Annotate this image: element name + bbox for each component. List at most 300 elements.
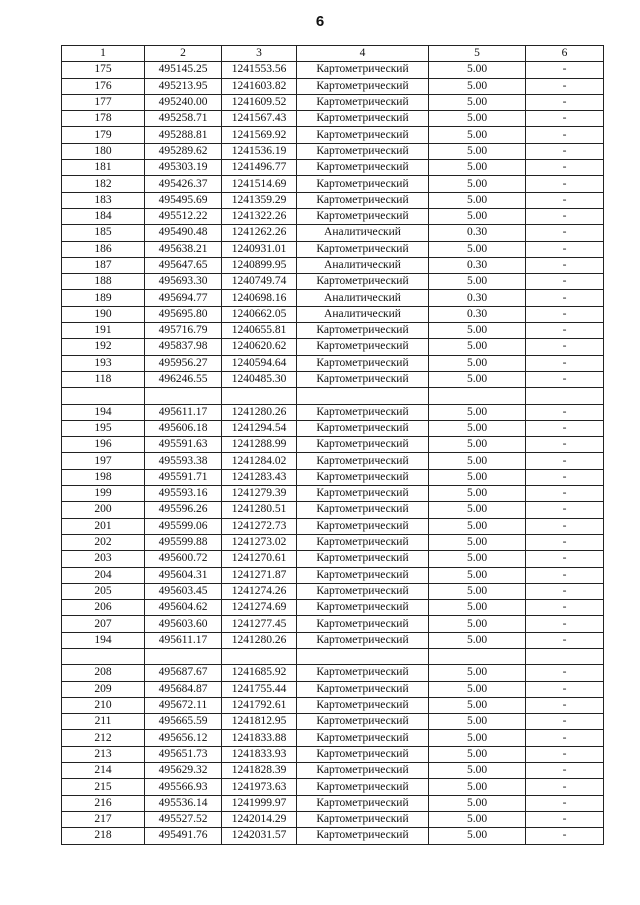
y-coordinate-cell: 1241274.26 <box>222 583 297 599</box>
point-number-cell <box>62 648 145 664</box>
accuracy-cell: 5.00 <box>429 176 526 192</box>
x-coordinate-cell: 495716.79 <box>145 323 222 339</box>
note-cell: - <box>526 437 604 453</box>
y-coordinate-cell: 1241569.92 <box>222 127 297 143</box>
accuracy-cell: 5.00 <box>429 323 526 339</box>
point-number-cell: 188 <box>62 274 145 290</box>
point-number-cell: 202 <box>62 534 145 550</box>
table-row-separator <box>62 648 604 664</box>
method-cell: Картометрический <box>297 469 429 485</box>
method-cell: Картометрический <box>297 730 429 746</box>
note-cell: - <box>526 420 604 436</box>
point-number-cell: 214 <box>62 763 145 779</box>
x-coordinate-cell: 495596.26 <box>145 502 222 518</box>
accuracy-cell: 5.00 <box>429 567 526 583</box>
point-number-cell: 217 <box>62 811 145 827</box>
header-row <box>62 46 604 62</box>
accuracy-cell: 5.00 <box>429 518 526 534</box>
method-cell: Картометрический <box>297 714 429 730</box>
x-coordinate-cell: 495604.31 <box>145 567 222 583</box>
table-row <box>62 371 604 387</box>
y-coordinate-cell: 1241280.26 <box>222 632 297 648</box>
note-cell: - <box>526 616 604 632</box>
note-cell: - <box>526 355 604 371</box>
note-cell: - <box>526 583 604 599</box>
y-coordinate-cell: 1241833.93 <box>222 746 297 762</box>
x-coordinate-cell: 495647.65 <box>145 257 222 273</box>
table-row <box>62 160 604 176</box>
point-number-cell: 200 <box>62 502 145 518</box>
page-number: 6 <box>315 13 325 30</box>
point-number-cell: 176 <box>62 78 145 94</box>
table-row <box>62 290 604 306</box>
accuracy-cell: 5.00 <box>429 600 526 616</box>
note-cell: - <box>526 241 604 257</box>
note-cell: - <box>526 763 604 779</box>
y-coordinate-cell: 1241288.99 <box>222 437 297 453</box>
x-coordinate-cell: 495512.22 <box>145 208 222 224</box>
y-coordinate-cell: 1241828.39 <box>222 763 297 779</box>
note-cell: - <box>526 534 604 550</box>
y-coordinate-cell: 1240931.01 <box>222 241 297 257</box>
point-number-cell: 192 <box>62 339 145 355</box>
table-row <box>62 763 604 779</box>
x-coordinate-cell: 495600.72 <box>145 551 222 567</box>
point-number-cell: 205 <box>62 583 145 599</box>
method-cell: Картометрический <box>297 127 429 143</box>
x-coordinate-cell: 495593.16 <box>145 486 222 502</box>
note-cell: - <box>526 290 604 306</box>
note-cell: - <box>526 160 604 176</box>
method-cell: Картометрический <box>297 567 429 583</box>
y-coordinate-cell: 1241273.02 <box>222 534 297 550</box>
accuracy-cell: 5.00 <box>429 714 526 730</box>
table-row <box>62 241 604 257</box>
y-coordinate-cell: 1241973.63 <box>222 779 297 795</box>
point-number-cell: 210 <box>62 697 145 713</box>
table-row <box>62 62 604 78</box>
point-number-cell: 183 <box>62 192 145 208</box>
table-row <box>62 714 604 730</box>
table-row <box>62 355 604 371</box>
table-header <box>62 46 604 62</box>
x-coordinate-cell: 495956.27 <box>145 355 222 371</box>
point-number-cell: 194 <box>62 632 145 648</box>
table-row <box>62 551 604 567</box>
point-number-cell: 118 <box>62 371 145 387</box>
table-row <box>62 534 604 550</box>
note-cell: - <box>526 78 604 94</box>
point-number-cell <box>62 388 145 404</box>
note-cell: - <box>526 143 604 159</box>
method-cell: Картометрический <box>297 94 429 110</box>
table-row <box>62 257 604 273</box>
table-row <box>62 600 604 616</box>
note-cell: - <box>526 828 604 844</box>
method-cell: Картометрический <box>297 274 429 290</box>
x-coordinate-cell: 495611.17 <box>145 632 222 648</box>
x-coordinate-cell: 495599.88 <box>145 534 222 550</box>
method-cell: Картометрический <box>297 534 429 550</box>
table-row <box>62 469 604 485</box>
method-cell: Картометрический <box>297 323 429 339</box>
table-row <box>62 143 604 159</box>
point-number-cell: 195 <box>62 420 145 436</box>
y-coordinate-cell: 1240620.62 <box>222 339 297 355</box>
note-cell: - <box>526 811 604 827</box>
y-coordinate-cell: 1240899.95 <box>222 257 297 273</box>
point-number-cell: 204 <box>62 567 145 583</box>
x-coordinate-cell: 495213.95 <box>145 78 222 94</box>
note-cell: - <box>526 176 604 192</box>
y-coordinate-cell: 1241280.26 <box>222 404 297 420</box>
x-coordinate-cell: 495603.60 <box>145 616 222 632</box>
header-cell-5: 5 <box>429 46 526 62</box>
y-coordinate-cell: 1241567.43 <box>222 111 297 127</box>
accuracy-cell: 5.00 <box>429 746 526 762</box>
method-cell: Картометрический <box>297 111 429 127</box>
x-coordinate-cell: 495656.12 <box>145 730 222 746</box>
x-coordinate-cell: 495599.06 <box>145 518 222 534</box>
method-cell: Картометрический <box>297 62 429 78</box>
note-cell: - <box>526 665 604 681</box>
note-cell: - <box>526 306 604 322</box>
note-cell: - <box>526 697 604 713</box>
method-cell: Картометрический <box>297 143 429 159</box>
accuracy-cell: 5.00 <box>429 241 526 257</box>
accuracy-cell: 5.00 <box>429 486 526 502</box>
table-row-separator <box>62 388 604 404</box>
method-cell: Картометрический <box>297 811 429 827</box>
point-number-cell: 197 <box>62 453 145 469</box>
note-cell: - <box>526 681 604 697</box>
note-cell: - <box>526 632 604 648</box>
table-row <box>62 795 604 811</box>
note-cell: - <box>526 502 604 518</box>
table-row <box>62 323 604 339</box>
table-row <box>62 811 604 827</box>
y-coordinate-cell: 1241272.73 <box>222 518 297 534</box>
accuracy-cell: 5.00 <box>429 811 526 827</box>
accuracy-cell: 0.30 <box>429 290 526 306</box>
x-coordinate-cell: 495651.73 <box>145 746 222 762</box>
x-coordinate-cell: 495288.81 <box>145 127 222 143</box>
point-number-cell: 212 <box>62 730 145 746</box>
x-coordinate-cell: 495145.25 <box>145 62 222 78</box>
y-coordinate-cell: 1240485.30 <box>222 371 297 387</box>
note-cell: - <box>526 518 604 534</box>
table-row <box>62 567 604 583</box>
point-number-cell: 175 <box>62 62 145 78</box>
method-cell: Картометрический <box>297 192 429 208</box>
accuracy-cell: 5.00 <box>429 371 526 387</box>
point-number-cell: 207 <box>62 616 145 632</box>
x-coordinate-cell: 495611.17 <box>145 404 222 420</box>
method-cell <box>297 388 429 404</box>
accuracy-cell: 5.00 <box>429 779 526 795</box>
table-row <box>62 208 604 224</box>
point-number-cell: 211 <box>62 714 145 730</box>
note-cell: - <box>526 192 604 208</box>
point-number-cell: 187 <box>62 257 145 273</box>
accuracy-cell: 5.00 <box>429 616 526 632</box>
accuracy-cell: 5.00 <box>429 127 526 143</box>
point-number-cell: 180 <box>62 143 145 159</box>
x-coordinate-cell: 495695.80 <box>145 306 222 322</box>
y-coordinate-cell: 1240698.16 <box>222 290 297 306</box>
y-coordinate-cell: 1241553.56 <box>222 62 297 78</box>
note-cell: - <box>526 600 604 616</box>
accuracy-cell: 5.00 <box>429 453 526 469</box>
y-coordinate-cell: 1241833.88 <box>222 730 297 746</box>
y-coordinate-cell: 1241359.29 <box>222 192 297 208</box>
x-coordinate-cell: 495593.38 <box>145 453 222 469</box>
table-row <box>62 518 604 534</box>
accuracy-cell: 5.00 <box>429 111 526 127</box>
accuracy-cell: 5.00 <box>429 632 526 648</box>
point-number-cell: 208 <box>62 665 145 681</box>
x-coordinate-cell: 495591.63 <box>145 437 222 453</box>
method-cell: Картометрический <box>297 697 429 713</box>
note-cell: - <box>526 94 604 110</box>
accuracy-cell: 5.00 <box>429 274 526 290</box>
accuracy-cell: 5.00 <box>429 420 526 436</box>
y-coordinate-cell: 1241280.51 <box>222 502 297 518</box>
y-coordinate-cell: 1241812.95 <box>222 714 297 730</box>
method-cell: Картометрический <box>297 551 429 567</box>
accuracy-cell: 0.30 <box>429 306 526 322</box>
note-cell: - <box>526 567 604 583</box>
accuracy-cell: 5.00 <box>429 681 526 697</box>
note-cell: - <box>526 111 604 127</box>
note-cell: - <box>526 779 604 795</box>
table-row <box>62 697 604 713</box>
point-number-cell: 215 <box>62 779 145 795</box>
x-coordinate-cell: 495490.48 <box>145 225 222 241</box>
y-coordinate-cell: 1241609.52 <box>222 94 297 110</box>
table-row <box>62 779 604 795</box>
method-cell <box>297 648 429 664</box>
accuracy-cell: 5.00 <box>429 160 526 176</box>
y-coordinate-cell: 1241322.26 <box>222 208 297 224</box>
method-cell: Картометрический <box>297 665 429 681</box>
table-row <box>62 502 604 518</box>
point-number-cell: 198 <box>62 469 145 485</box>
table-row <box>62 420 604 436</box>
note-cell: - <box>526 746 604 762</box>
method-cell: Картометрический <box>297 453 429 469</box>
x-coordinate-cell: 495638.21 <box>145 241 222 257</box>
x-coordinate-cell: 495491.76 <box>145 828 222 844</box>
point-number-cell: 186 <box>62 241 145 257</box>
accuracy-cell: 5.00 <box>429 502 526 518</box>
method-cell: Картометрический <box>297 208 429 224</box>
point-number-cell: 177 <box>62 94 145 110</box>
y-coordinate-cell: 1241277.45 <box>222 616 297 632</box>
note-cell: - <box>526 453 604 469</box>
point-number-cell: 213 <box>62 746 145 762</box>
x-coordinate-cell: 495694.77 <box>145 290 222 306</box>
accuracy-cell <box>429 388 526 404</box>
note-cell: - <box>526 257 604 273</box>
table-row <box>62 583 604 599</box>
method-cell: Картометрический <box>297 502 429 518</box>
table-row <box>62 616 604 632</box>
method-cell: Картометрический <box>297 339 429 355</box>
accuracy-cell: 0.30 <box>429 225 526 241</box>
x-coordinate-cell: 495536.14 <box>145 795 222 811</box>
method-cell: Картометрический <box>297 616 429 632</box>
table-row <box>62 176 604 192</box>
table-row <box>62 274 604 290</box>
y-coordinate-cell: 1241496.77 <box>222 160 297 176</box>
table-row <box>62 306 604 322</box>
accuracy-cell <box>429 648 526 664</box>
x-coordinate-cell <box>145 648 222 664</box>
accuracy-cell: 5.00 <box>429 763 526 779</box>
method-cell: Картометрический <box>297 632 429 648</box>
table-row <box>62 225 604 241</box>
method-cell: Картометрический <box>297 600 429 616</box>
point-number-cell: 178 <box>62 111 145 127</box>
table-row <box>62 192 604 208</box>
accuracy-cell: 0.30 <box>429 257 526 273</box>
accuracy-cell: 5.00 <box>429 355 526 371</box>
method-cell: Картометрический <box>297 160 429 176</box>
x-coordinate-cell: 495603.45 <box>145 583 222 599</box>
table-row <box>62 127 604 143</box>
table-row <box>62 665 604 681</box>
point-number-cell: 201 <box>62 518 145 534</box>
note-cell: - <box>526 208 604 224</box>
y-coordinate-cell: 1241792.61 <box>222 697 297 713</box>
table-row <box>62 746 604 762</box>
note-cell: - <box>526 730 604 746</box>
note-cell: - <box>526 371 604 387</box>
table-row <box>62 111 604 127</box>
x-coordinate-cell: 495693.30 <box>145 274 222 290</box>
x-coordinate-cell: 495606.18 <box>145 420 222 436</box>
point-number-cell: 189 <box>62 290 145 306</box>
point-number-cell: 209 <box>62 681 145 697</box>
method-cell: Аналитический <box>297 290 429 306</box>
table-row <box>62 730 604 746</box>
y-coordinate-cell: 1241271.87 <box>222 567 297 583</box>
table-row <box>62 453 604 469</box>
point-number-cell: 190 <box>62 306 145 322</box>
header-cell-3: 3 <box>222 46 297 62</box>
y-coordinate-cell: 1240662.05 <box>222 306 297 322</box>
table-body <box>62 62 604 844</box>
note-cell: - <box>526 339 604 355</box>
x-coordinate-cell: 495289.62 <box>145 143 222 159</box>
accuracy-cell: 5.00 <box>429 469 526 485</box>
y-coordinate-cell: 1241514.69 <box>222 176 297 192</box>
y-coordinate-cell: 1242014.29 <box>222 811 297 827</box>
y-coordinate-cell: 1241755.44 <box>222 681 297 697</box>
accuracy-cell: 5.00 <box>429 795 526 811</box>
accuracy-cell: 5.00 <box>429 551 526 567</box>
note-cell: - <box>526 486 604 502</box>
method-cell: Картометрический <box>297 241 429 257</box>
y-coordinate-cell: 1241999.97 <box>222 795 297 811</box>
method-cell: Картометрический <box>297 779 429 795</box>
note-cell: - <box>526 404 604 420</box>
y-coordinate-cell: 1241283.43 <box>222 469 297 485</box>
note-cell: - <box>526 225 604 241</box>
table-row <box>62 78 604 94</box>
x-coordinate-cell: 495240.00 <box>145 94 222 110</box>
x-coordinate-cell: 495684.87 <box>145 681 222 697</box>
method-cell: Картометрический <box>297 176 429 192</box>
table-row <box>62 404 604 420</box>
method-cell: Картометрический <box>297 828 429 844</box>
x-coordinate-cell: 496246.55 <box>145 371 222 387</box>
table-row <box>62 486 604 502</box>
accuracy-cell: 5.00 <box>429 78 526 94</box>
y-coordinate-cell: 1241685.92 <box>222 665 297 681</box>
method-cell: Картометрический <box>297 486 429 502</box>
x-coordinate-cell: 495837.98 <box>145 339 222 355</box>
accuracy-cell: 5.00 <box>429 192 526 208</box>
point-number-cell: 216 <box>62 795 145 811</box>
note-cell: - <box>526 714 604 730</box>
accuracy-cell: 5.00 <box>429 534 526 550</box>
coordinates-table <box>61 45 604 845</box>
accuracy-cell: 5.00 <box>429 583 526 599</box>
note-cell: - <box>526 62 604 78</box>
accuracy-cell: 5.00 <box>429 94 526 110</box>
y-coordinate-cell: 1240594.64 <box>222 355 297 371</box>
note-cell: - <box>526 323 604 339</box>
accuracy-cell: 5.00 <box>429 339 526 355</box>
accuracy-cell: 5.00 <box>429 404 526 420</box>
x-coordinate-cell: 495604.62 <box>145 600 222 616</box>
point-number-cell: 193 <box>62 355 145 371</box>
point-number-cell: 194 <box>62 404 145 420</box>
point-number-cell: 218 <box>62 828 145 844</box>
method-cell: Картометрический <box>297 583 429 599</box>
point-number-cell: 182 <box>62 176 145 192</box>
y-coordinate-cell: 1241284.02 <box>222 453 297 469</box>
method-cell: Аналитический <box>297 257 429 273</box>
x-coordinate-cell: 495665.59 <box>145 714 222 730</box>
point-number-cell: 196 <box>62 437 145 453</box>
x-coordinate-cell: 495687.67 <box>145 665 222 681</box>
accuracy-cell: 5.00 <box>429 665 526 681</box>
point-number-cell: 191 <box>62 323 145 339</box>
method-cell: Картометрический <box>297 795 429 811</box>
method-cell: Аналитический <box>297 225 429 241</box>
y-coordinate-cell: 1241262.26 <box>222 225 297 241</box>
accuracy-cell: 5.00 <box>429 143 526 159</box>
header-cell-6: 6 <box>526 46 604 62</box>
method-cell: Картометрический <box>297 78 429 94</box>
point-number-cell: 185 <box>62 225 145 241</box>
table-row <box>62 828 604 844</box>
y-coordinate-cell: 1242031.57 <box>222 828 297 844</box>
method-cell: Картометрический <box>297 404 429 420</box>
header-cell-1: 1 <box>62 46 145 62</box>
note-cell <box>526 388 604 404</box>
point-number-cell: 199 <box>62 486 145 502</box>
x-coordinate-cell: 495258.71 <box>145 111 222 127</box>
method-cell: Картометрический <box>297 518 429 534</box>
point-number-cell: 179 <box>62 127 145 143</box>
header-cell-2: 2 <box>145 46 222 62</box>
point-number-cell: 181 <box>62 160 145 176</box>
x-coordinate-cell <box>145 388 222 404</box>
